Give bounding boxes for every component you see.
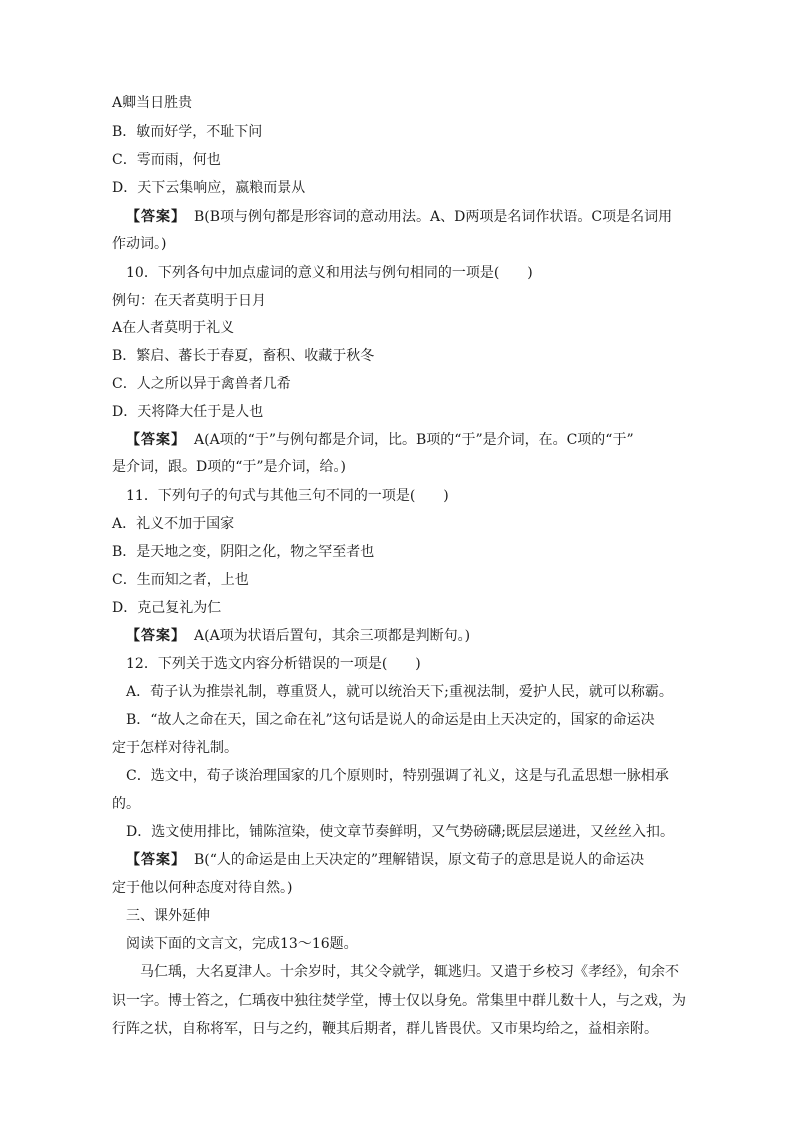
q12-option-d: D．选文使用排比，铺陈渲染，使文章节奏鲜明，又气势磅礴;既层层递进，又丝丝入扣。 (126, 824, 674, 840)
q9-option-c: C．雩而雨，何也 (112, 152, 221, 168)
q12-answer-text: B(“人的命运是由上天决定的”理解错误，原文荀子的意思是说人的命运决 (194, 852, 645, 868)
q10-example: 例句：在天者莫明于日月 (112, 293, 266, 309)
answer-label: 【答案】 (126, 628, 186, 644)
q11-option-c: C．生而知之者，上也 (112, 572, 249, 588)
q12-option-b-cont: 定于怎样对待礼制。 (112, 740, 238, 756)
answer-label: 【答案】 (126, 852, 186, 868)
q9-option-a: A卿当日胜贵 (112, 95, 193, 111)
q12-option-b: B．“故人之命在天，国之命在礼”这句话是说人的命运是由上天决定的，国家的命运决 (126, 712, 655, 728)
q10-answer-cont: 是介词，跟。D项的“于”是介词，给。) (112, 459, 347, 475)
q12-stem: 12．下列关于选文内容分析错误的一项是( ) (126, 656, 421, 672)
q10-option-d: D．天将降大任于是人也 (112, 404, 264, 420)
q10-stem: 10．下列各句中加点虚词的意义和用法与例句相同的一项是( ) (126, 265, 533, 281)
q11-answer-text: A(A项为状语后置句，其余三项都是判断句。) (194, 628, 471, 644)
q9-answer-cont: 作动词。) (112, 236, 167, 252)
classical-passage: 马仁瑀，大名夏津人。十余岁时，其父令就学，辄逃归。又遣于乡校习《孝经》，旬余不识一字。博士笞之，仁瑀夜中独往焚学堂，博士仅以身免。常集里中群儿数十人，与之戏，为行阵之状，自称将军，日与之约，鞭其后期者，群儿皆畏伏。又市果均给之，益相亲附。 (112, 964, 686, 1037)
q11-option-a: A．礼义不加于国家 (112, 516, 235, 532)
q12-option-c-cont: 的。 (112, 796, 140, 812)
q11-stem: 11．下列句子的句式与其他三句不同的一项是( ) (126, 488, 449, 504)
section-heading: 三、课外延伸 (126, 908, 210, 924)
section-instruction: 阅读下面的文言文，完成13～16题。 (126, 936, 358, 952)
q12-answer-cont: 定于他以何种态度对待自然。) (112, 880, 293, 896)
answer-label: 【答案】 (126, 209, 186, 225)
q10-option-c: C．人之所以异于禽兽者几希 (112, 376, 291, 392)
q10-option-b: B．繁启、蕃长于春夏，畜积、收藏于秋冬 (112, 348, 375, 364)
q9-option-b: B．敏而好学，不耻下问 (112, 124, 263, 140)
q9-answer (126, 205, 701, 230)
q10-option-a: A在人者莫明于礼义 (112, 320, 235, 336)
q11-answer (126, 624, 701, 649)
q9-answer-text: B(B项与例句都是形容词的意动用法。A、D两项是名词作状语。C项是名词用 (194, 209, 673, 225)
q11-option-b: B．是天地之变，阴阳之化，物之罕至者也 (112, 544, 375, 560)
q12-option-a: A．荀子认为推崇礼制，尊重贤人，就可以统治天下;重视法制，爱护人民，就可以称霸。 (126, 684, 673, 700)
answer-label: 【答案】 (126, 432, 186, 448)
q10-answer (126, 428, 701, 453)
q12-answer (126, 848, 701, 873)
q11-option-d: D．克己复礼为仁 (112, 600, 222, 616)
q10-answer-text: A(A项的“于”与例句都是介词，比。B项的“于”是介词，在。C项的“于” (194, 432, 634, 448)
q12-option-c: C．选文中，荀子谈治理国家的几个原则时，特别强调了礼义，这是与孔孟思想一脉相承 (126, 768, 669, 784)
q9-option-d: D．天下云集响应，嬴粮而景从 (112, 180, 306, 196)
